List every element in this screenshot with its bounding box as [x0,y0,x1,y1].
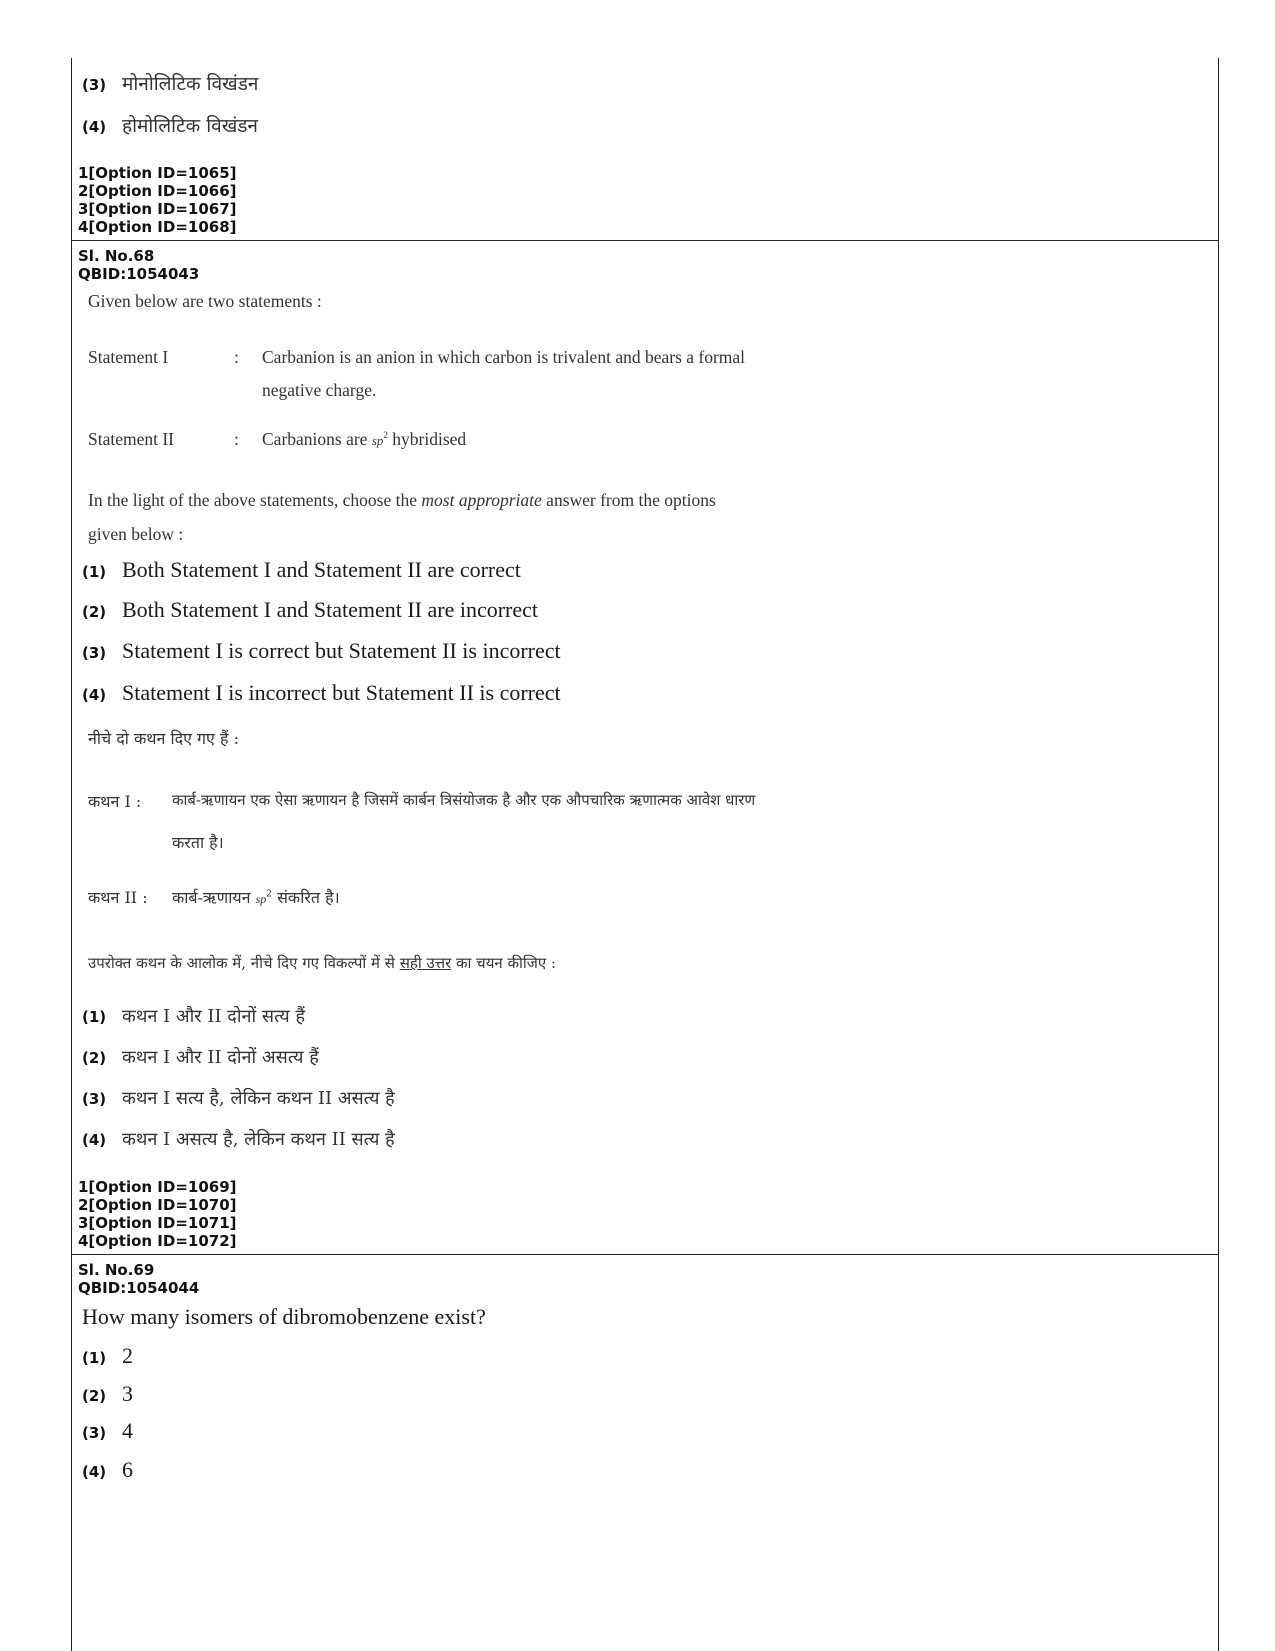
option-number: (1) [82,563,107,581]
statement-text: Carbanions are [262,429,368,449]
q68-option-2 [82,597,538,623]
option-number: (2) [82,1049,107,1067]
option-id: 3[Option ID=1071] [78,1214,237,1232]
option-id: 2[Option ID=1066] [78,182,237,200]
option-text: 3 [122,1381,133,1406]
q67-option-ids [78,164,237,236]
q68-statement-1-line2: negative charge. [262,380,377,400]
q68-option-4 [82,680,561,706]
q69-header [78,1261,199,1297]
option-text: 2 [122,1343,133,1368]
q68-hindi-option-4 [82,1127,395,1151]
q69-option-3 [82,1418,133,1444]
q68-header [78,247,199,283]
divider [72,240,1218,241]
q68-intro: Given below are two statements : [88,291,322,311]
serial-number: Sl. No.68 [78,247,155,265]
q68-hindi-statement-1-line1: कार्ब-ऋणायन एक ऐसा ऋणायन है जिसमें कार्बन त्रिसंयोजक है और एक औपचारिक ऋणात्मक आवेश धारण [172,791,756,809]
statement-text: कार्ब-ऋणायन [172,888,251,907]
q68-option-3 [82,638,561,664]
superscript: 2 [383,430,388,441]
option-id: 1[Option ID=1069] [78,1178,237,1196]
q68-hindi-option-1 [82,1004,305,1028]
question-frame [71,58,1219,1651]
q68-statement-1-line1: Carbanion is an anion in which carbon is trivalent and bears a formal [262,347,746,367]
q68-prompt-line2: given below : [88,524,184,544]
prompt-text: उपरोक्त कथन के आलोक में, नीचे दिए गए विकल्पों में से [88,954,395,972]
superscript: 2 [266,889,272,900]
divider [72,1254,1218,1255]
option-text: कथन I असत्य है, लेकिन कथन II सत्य है [122,1129,395,1150]
q68-option-1 [82,557,521,583]
q68-statement-2-label: Statement II [88,429,175,449]
q69-option-4 [82,1457,133,1483]
statement-text: संकरित है। [277,888,340,907]
option-id: 3[Option ID=1067] [78,200,237,218]
option-text: कथन I और II दोनों सत्य हैं [122,1006,306,1027]
q68-hindi-prompt [88,953,556,973]
colon: : [234,429,239,449]
option-id: 4[Option ID=1072] [78,1232,237,1250]
q68-hindi-statement-2 [172,886,340,908]
q68-option-ids [78,1178,237,1250]
option-text: 6 [122,1457,133,1482]
q69-question: How many isomers of dibromobenzene exist? [82,1304,486,1329]
q67-option-3 [82,70,258,96]
statement-text: hybridised [392,429,467,449]
option-text: Both Statement I and Statement II are incorrect [122,597,539,622]
option-number: (4) [82,118,107,136]
hybrid-symbol: sp [255,892,267,906]
qbid: QBID:1054044 [78,1279,200,1297]
option-number: (3) [82,76,107,94]
q67-option-4 [82,112,258,138]
option-id: 1[Option ID=1065] [78,164,237,182]
option-text: कथन I सत्य है, लेकिन कथन II असत्य है [122,1088,395,1109]
option-text: मोनोलिटिक विखंडन [122,73,259,95]
hybrid-symbol: sp [371,433,384,448]
q68-hindi-statement-1-label: कथन I : [88,792,142,811]
prompt-emphasis: most appropriate [421,490,542,510]
option-number: (3) [82,1424,107,1442]
q68-statement-1-label: Statement I [88,347,169,367]
option-text: Statement I is incorrect but Statement II is correct [122,680,561,705]
option-id: 4[Option ID=1068] [78,218,237,236]
option-number: (3) [82,1090,107,1108]
option-text: कथन I और II दोनों असत्य हैं [122,1047,319,1068]
q69-option-1 [82,1343,133,1369]
option-id: 2[Option ID=1070] [78,1196,237,1214]
prompt-text: In the light of the above statements, choose the [88,490,418,510]
option-number: (3) [82,644,107,662]
option-number: (4) [82,686,107,704]
option-number: (1) [82,1349,107,1367]
option-number: (2) [82,603,107,621]
qbid: QBID:1054043 [78,265,200,283]
q68-hindi-option-3 [82,1086,395,1110]
q68-hindi-intro: नीचे दो कथन दिए गए हैं : [88,729,239,748]
option-number: (1) [82,1008,107,1026]
option-number: (4) [82,1463,107,1481]
q68-hindi-statement-1-line2: करता है। [172,833,224,852]
prompt-text: का चयन कीजिए : [456,954,557,972]
option-number: (2) [82,1387,107,1405]
option-text: Statement I is correct but Statement II is incorrect [122,638,561,663]
option-text: Both Statement I and Statement II are correct [122,557,521,582]
q68-hindi-statement-2-label: कथन II : [88,888,148,907]
option-text: होमोलिटिक विखंडन [122,115,258,137]
q69-option-2 [82,1381,133,1407]
q68-hindi-option-2 [82,1045,319,1069]
serial-number: Sl. No.69 [78,1261,155,1279]
option-text: 4 [122,1418,133,1443]
q68-prompt-line1 [88,490,716,511]
prompt-underlined: सही उत्तर [399,954,452,972]
q68-statement-2 [262,429,466,450]
option-number: (4) [82,1131,107,1149]
colon: : [234,347,239,367]
prompt-text: answer from the options [546,490,716,510]
